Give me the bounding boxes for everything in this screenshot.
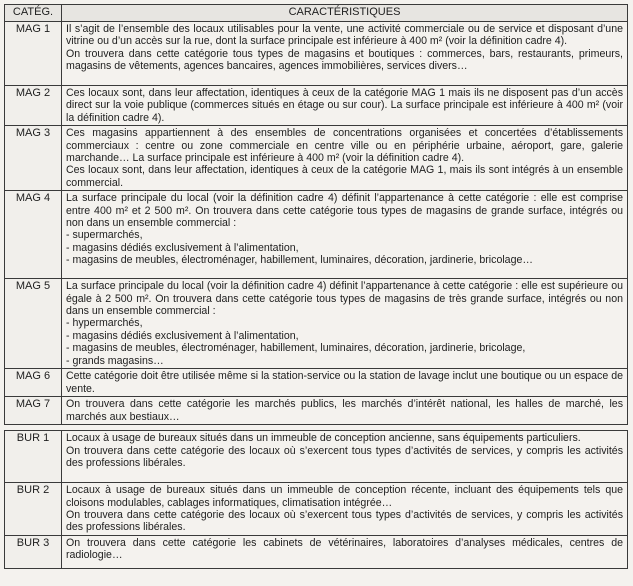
category-description [62, 483, 628, 536]
category-code: MAG 3 [5, 126, 62, 191]
table-row [5, 431, 628, 483]
description-line: On trouvera dans cette catégorie des locaux où s’exercent tous types d’activités de services, y compris les activités des professions libérales. [66, 508, 623, 534]
category-description [62, 431, 628, 483]
description-line: On trouvera dans cette catégorie des locaux où s’exercent tous types d’activités de services, y compris les activités des professions libérales. [66, 444, 623, 469]
category-code: MAG 7 [5, 397, 62, 425]
category-description [62, 126, 628, 191]
description-line: Cette catégorie doit être utilisée même si la station-service ou la station de lavage inclut une boutique ou un espace de vente. [66, 370, 623, 395]
category-code: MAG 4 [5, 191, 62, 279]
category-description [62, 22, 628, 86]
category-code: MAG 5 [5, 279, 62, 369]
table-row [5, 126, 628, 191]
category-description [62, 191, 628, 279]
category-code: BUR 3 [5, 535, 62, 568]
description-line: Ces locaux sont, dans leur affectation, identiques à ceux de la catégorie MAG 1, mais ils sont intégrés à un ensemble commercial. [66, 164, 623, 189]
category-description [62, 535, 628, 568]
table-row [5, 191, 628, 279]
description-line: On trouvera dans cette catégorie les cabinets de vétérinaires, laboratoires d’analyses médicales, centres de radiologie… [66, 536, 623, 562]
description-line: - magasins de meubles, électroménager, habillement, luminaires, décoration, jardinerie, bricolage… [66, 254, 533, 267]
table-row [5, 535, 628, 568]
description-line: - supermarchés, [66, 229, 143, 242]
description-line: Locaux à usage de bureaux situés dans un immeuble de conception ancienne, sans équipements particuliers. [66, 432, 581, 445]
description-line: Locaux à usage de bureaux situés dans un immeuble de conception récente, incluant des équipements tels que cloisons modulables, cablages informatiques, climatisation intégrée… [66, 484, 623, 509]
description-line: On trouvera dans cette catégorie tous types de magasins et boutiques : commerces, bars, restaurants, primeurs, magasins de vêtements, agences bancaires, agences immobilières, services divers… [66, 47, 623, 73]
description-line: La surface principale du local (voir la définition cadre 4) définit l’appartenance à cette catégorie : elle est supérieure ou égale à 2 500 m². On trouvera dans cette catégorie tous types de magasins de très grande surface, intégrés ou non dans un ensemble commercial : [66, 280, 623, 318]
category-code: MAG 2 [5, 86, 62, 126]
description-line: - hypermarchés, [66, 317, 143, 330]
category-description [62, 397, 628, 425]
description-line: Il s’agit de l’ensemble des locaux utilisables pour la vente, une activité commerciale ou de service et disposant d’une vitrine ou d’un accès sur la rue, dont la surface principale est inférieure à 400 m² (voir la définition cadre 4). [66, 23, 623, 48]
table-row [5, 22, 628, 86]
description-line: - magasins de meubles, électroménager, habillement, luminaires, décoration, jardinerie, bricolage, [66, 342, 526, 355]
table-row [5, 483, 628, 536]
categories-table [4, 4, 628, 569]
category-code: BUR 1 [5, 431, 62, 483]
description-line: On trouvera dans cette catégorie les marchés publics, les marchés d’intérêt national, les halles de marché, les marchés aux bestiaux… [66, 398, 623, 423]
header-features: CARACTÉRISTIQUES [62, 5, 628, 22]
table-header-row [5, 5, 628, 22]
category-description [62, 369, 628, 397]
table-row [5, 397, 628, 425]
description-line: Ces magasins appartiennent à des ensembles de concentrations organisées et concertées d’établissements commerciaux : centre ou zone commerciale en centre ville ou en périphérie urbaine, aéroport, gare, galerie marchande… La surface principale est inférieure à 400 m² (voir la définition cadre 4). [66, 127, 623, 165]
category-code: MAG 6 [5, 369, 62, 397]
category-code: MAG 1 [5, 22, 62, 86]
table-row [5, 369, 628, 397]
table-row [5, 279, 628, 369]
description-line: - magasins dédiés exclusivement à l’alimentation, [66, 241, 299, 254]
description-line: La surface principale du local (voir la définition cadre 4) définit l’appartenance à cette catégorie : elle est comprise entre 400 m² et 2 500 m². On trouvera dans cette catégorie tous types de magasins de grande surface, intégrés ou non dans un ensemble commercial : [66, 192, 623, 230]
table-row [5, 86, 628, 126]
category-code: BUR 2 [5, 483, 62, 536]
header-category: CATÉG. [5, 5, 62, 22]
category-description [62, 86, 628, 126]
description-line: Ces locaux sont, dans leur affectation, identiques à ceux de la catégorie MAG 1 mais ils ne disposent pas d’un accès direct sur la voie publique (commerces situés en étage ou sur cour). La surface principale est inférieure à 400 m² (voir la définition cadre 4). [66, 87, 623, 124]
description-line: - magasins dédiés exclusivement à l’alimentation, [66, 329, 299, 342]
description-line: - grands magasins… [66, 354, 164, 367]
category-description [62, 279, 628, 369]
